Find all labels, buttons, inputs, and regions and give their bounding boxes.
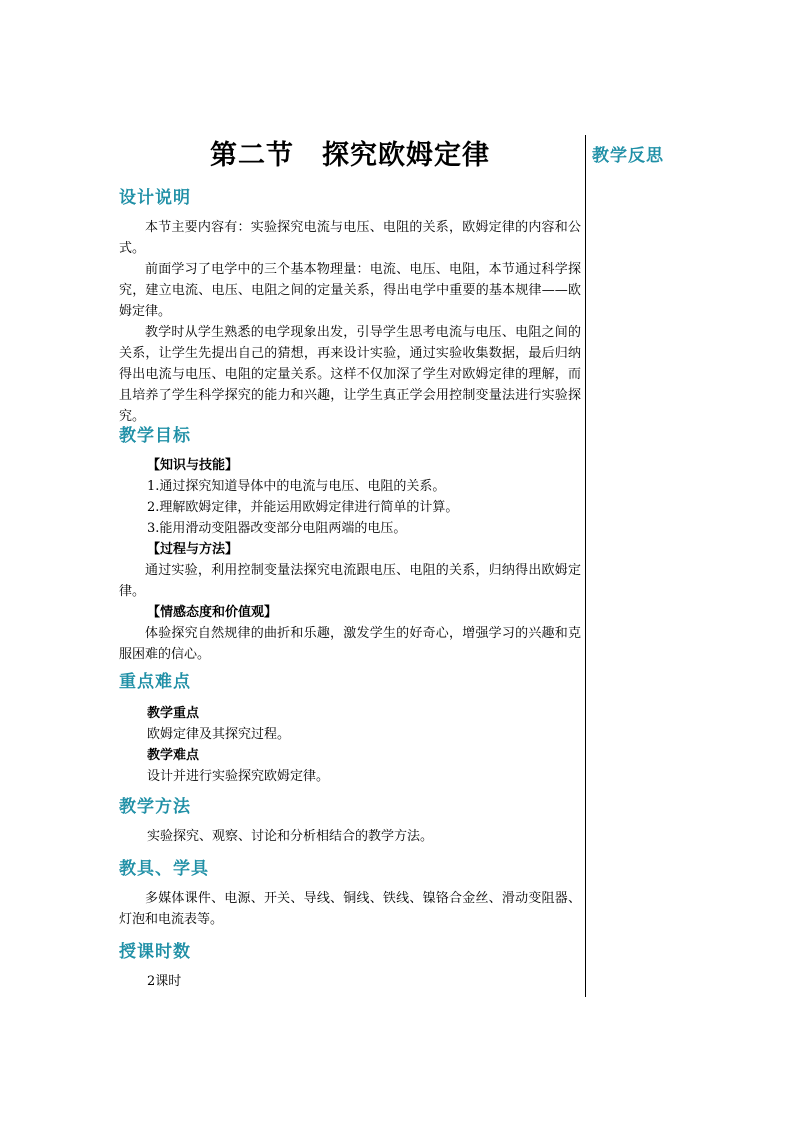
design-paragraph-2: 前面学习了电学中的三个基本物理量：电流、电压、电阻，本节通过科学探究，建立电流、电压、电阻之间的定量关系，得出电学中重要的基本规律——欧姆定律。: [119, 262, 581, 319]
process-method-text: 通过实验，利用控制变量法探究电流跟电压、电阻的关系，归纳得出欧姆定律。: [119, 563, 581, 599]
teaching-difficulty-text: 设计并进行实验探究欧姆定律。: [147, 769, 330, 784]
section-heading-hours: 授课时数: [119, 942, 191, 962]
knowledge-item-1: 1.通过探究知道导体中的电流与电压、电阻的关系。: [147, 479, 446, 494]
emotion-values-text: 体验探究自然规律的曲折和乐趣，激发学生的好奇心，增强学习的兴趣和克服困难的信心。: [119, 626, 581, 662]
design-paragraph-1: 本节主要内容有：实验探究电流与电压、电阻的关系，欧姆定律的内容和公式。: [119, 220, 581, 256]
section-heading-goals: 教学目标: [119, 426, 191, 446]
section-heading-tools: 教具、学具: [119, 859, 209, 879]
knowledge-item-3: 3.能用滑动变阻器改变部分电阻两端的电压。: [147, 521, 407, 536]
tools-text: 多媒体课件、电源、开关、导线、铜线、铁线、镍铬合金丝、滑动变阻器、灯泡和电流表等。: [119, 891, 581, 927]
teaching-difficulty-label: 教学难点: [147, 748, 200, 763]
emotion-values-label: 【情感态度和价值观】: [147, 605, 278, 620]
knowledge-item-2: 2.理解欧姆定律，并能运用欧姆定律进行简单的计算。: [147, 500, 459, 515]
teaching-focus-label: 教学重点: [147, 706, 200, 721]
reflection-heading: 教学反思: [592, 146, 664, 166]
section-heading-keys: 重点难点: [119, 672, 191, 692]
page-title: 第二节 探究欧姆定律: [210, 140, 490, 171]
section-heading-design: 设计说明: [119, 188, 191, 208]
teaching-focus-text: 欧姆定律及其探究过程。: [147, 727, 291, 742]
process-method-label: 【过程与方法】: [147, 542, 239, 557]
hours-text: 2课时: [147, 974, 182, 989]
methods-text: 实验探究、观察、讨论和分析相结合的教学方法。: [147, 829, 434, 844]
column-divider: [585, 135, 586, 997]
knowledge-skills-label: 【知识与技能】: [147, 458, 239, 473]
section-heading-methods: 教学方法: [119, 797, 191, 817]
design-paragraph-3: 教学时从学生熟悉的电学现象出发，引导学生思考电流与电压、电阻之间的关系，让学生先提出自己的猜想，再来设计实验，通过实验收集数据，最后归纳得出电流与电压、电阻的定量关系。这样不仅加深了学生对欧姆定律的理解，而且培养了学生科学探究的能力和兴趣，让学生真正学会用控制变量法进行实验探究。: [119, 325, 581, 424]
